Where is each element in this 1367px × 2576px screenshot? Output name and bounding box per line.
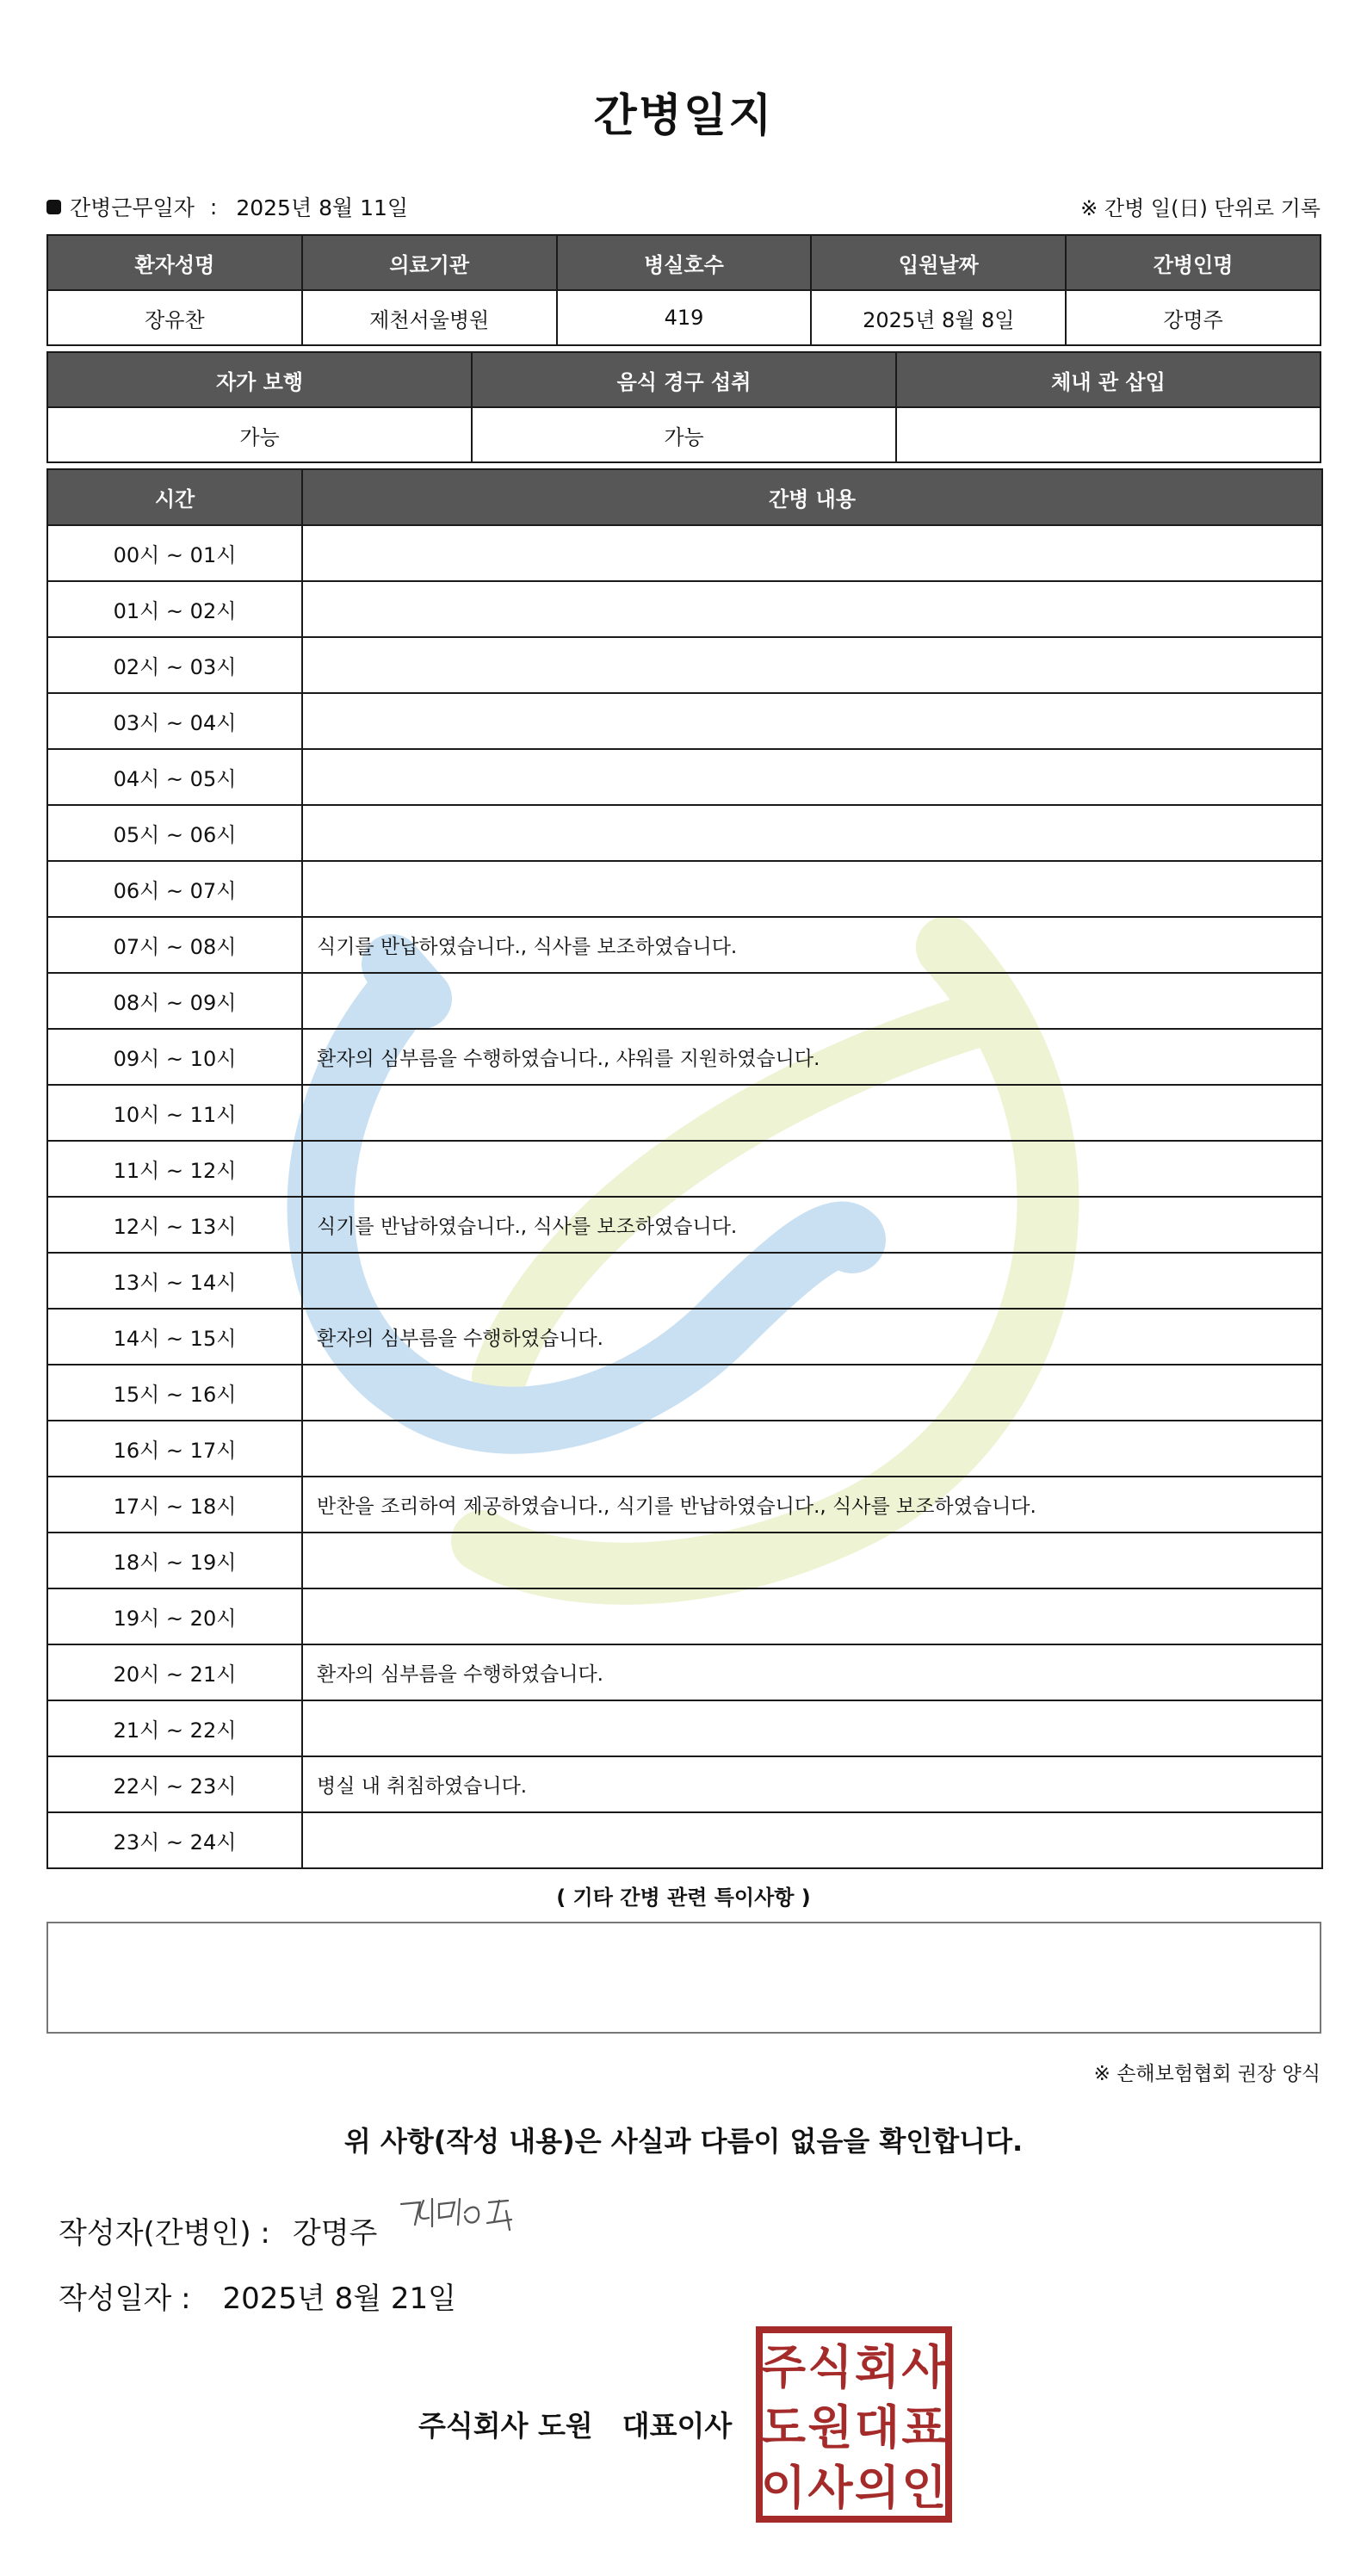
patient-header-row	[47, 235, 1321, 290]
page-title: 간병일지	[593, 90, 774, 142]
time-slot: 16시 ~ 17시	[47, 1421, 302, 1477]
header-tube-insertion: 체내 관 삽입	[896, 352, 1321, 407]
care-content	[302, 1253, 1322, 1309]
time-slot: 07시 ~ 08시	[47, 917, 302, 973]
header-admission-date: 입원날짜	[811, 235, 1066, 290]
table-row	[47, 749, 1322, 805]
company-line	[418, 2404, 732, 2444]
table-row	[47, 1309, 1322, 1365]
header-self-walking: 자가 보행	[47, 352, 472, 407]
handwritten-signature	[394, 2187, 523, 2247]
writer-label: 작성자(간병인) :	[59, 2216, 270, 2251]
time-slot: 17시 ~ 18시	[47, 1477, 302, 1533]
care-content: 환자의 심부름을 수행하였습니다.	[302, 1644, 1322, 1700]
company-ceo-title: 대표이사	[622, 2409, 733, 2443]
care-content: 식기를 반납하였습니다., 식사를 보조하였습니다.	[302, 917, 1322, 973]
time-slot: 12시 ~ 13시	[47, 1197, 302, 1253]
time-slot: 08시 ~ 09시	[47, 973, 302, 1029]
time-slot: 14시 ~ 15시	[47, 1309, 302, 1365]
tube-insertion-value	[896, 407, 1321, 462]
seal-glyph: 대	[854, 2400, 900, 2455]
seal-glyph: 인	[901, 2461, 947, 2515]
table-row	[47, 1197, 1322, 1253]
care-content	[302, 1588, 1322, 1644]
company-seal	[754, 2325, 954, 2524]
seal-glyph: 이	[760, 2461, 807, 2515]
table-row	[47, 1533, 1322, 1588]
seal-glyph: 주	[760, 2340, 807, 2394]
time-slot: 05시 ~ 06시	[47, 805, 302, 861]
seal-glyph: 표	[901, 2400, 947, 2455]
time-slot: 18시 ~ 19시	[47, 1533, 302, 1588]
header-care-content: 간병 내용	[302, 469, 1322, 525]
table-row	[47, 1085, 1322, 1141]
seal-glyph: 회	[854, 2340, 900, 2394]
table-row	[47, 637, 1322, 693]
time-slot: 01시 ~ 02시	[47, 581, 302, 637]
company-name: 주식회사 도원	[418, 2409, 593, 2443]
write-date-label: 작성일자 :	[59, 2282, 191, 2316]
header-time: 시간	[47, 469, 302, 525]
patient-value-row	[47, 290, 1321, 345]
status-header-row	[47, 352, 1321, 407]
care-content	[302, 861, 1322, 917]
table-row	[47, 1141, 1322, 1197]
oral-intake-value: 가능	[472, 407, 896, 462]
table-row	[47, 1421, 1322, 1477]
table-row	[47, 917, 1322, 973]
time-slot: 23시 ~ 24시	[47, 1812, 302, 1868]
care-content	[302, 1812, 1322, 1868]
special-notes-box	[46, 1922, 1321, 2034]
time-slot: 03시 ~ 04시	[47, 693, 302, 749]
confirmation-statement: 위 사항(작성 내용)은 사실과 다름이 없음을 확인합니다.	[343, 2125, 1024, 2158]
time-slot: 13시 ~ 14시	[47, 1253, 302, 1309]
care-content	[302, 1533, 1322, 1588]
seal-glyph: 도	[760, 2400, 807, 2455]
table-row	[47, 1477, 1322, 1533]
table-row	[47, 1253, 1322, 1309]
care-content	[302, 805, 1322, 861]
time-slot: 21시 ~ 22시	[47, 1700, 302, 1756]
seal-glyph: 사	[807, 2461, 853, 2515]
care-content	[302, 749, 1322, 805]
time-slot: 11시 ~ 12시	[47, 1141, 302, 1197]
writer-name: 강명주	[292, 2216, 378, 2251]
care-content	[302, 693, 1322, 749]
care-content	[302, 1365, 1322, 1421]
patient-info-table	[46, 234, 1321, 346]
care-content	[302, 1141, 1322, 1197]
time-slot: 04시 ~ 05시	[47, 749, 302, 805]
unit-note: ※ 간병 일(日) 단위로 기록	[1080, 196, 1321, 220]
time-slot: 09시 ~ 10시	[47, 1029, 302, 1085]
hospital-name: 제천서울병원	[302, 290, 557, 345]
table-row	[47, 581, 1322, 637]
care-header-row	[47, 469, 1322, 525]
time-slot: 00시 ~ 01시	[47, 525, 302, 581]
table-row	[47, 1365, 1322, 1421]
time-slot: 15시 ~ 16시	[47, 1365, 302, 1421]
table-row	[47, 1029, 1322, 1085]
status-value-row	[47, 407, 1321, 462]
work-date-colon: :	[209, 194, 218, 220]
seal-glyph: 의	[854, 2461, 900, 2515]
header-caregiver-name: 간병인명	[1066, 235, 1321, 290]
header-patient-name: 환자성명	[47, 235, 302, 290]
care-content	[302, 637, 1322, 693]
admission-date: 2025년 8월 8일	[811, 290, 1066, 345]
care-content	[302, 525, 1322, 581]
table-row	[47, 805, 1322, 861]
time-slot: 10시 ~ 11시	[47, 1085, 302, 1141]
table-row	[47, 1644, 1322, 1700]
work-date-label: 간병근무일자	[70, 195, 195, 220]
header-oral-intake: 음식 경구 섭취	[472, 352, 896, 407]
care-rows	[47, 525, 1322, 1868]
writer-line	[59, 2209, 377, 2251]
room-number: 419	[557, 290, 812, 345]
time-slot: 20시 ~ 21시	[47, 1644, 302, 1700]
write-date-value: 2025년 8월 21일	[222, 2282, 457, 2316]
table-row	[47, 1588, 1322, 1644]
patient-status-table	[46, 351, 1321, 463]
care-content	[302, 973, 1322, 1029]
care-content	[302, 581, 1322, 637]
patient-name: 장유찬	[47, 290, 302, 345]
self-walking-value: 가능	[47, 407, 472, 462]
table-row	[47, 525, 1322, 581]
square-bullet-icon	[46, 200, 61, 214]
table-row	[47, 973, 1322, 1029]
care-content: 병실 내 취침하였습니다.	[302, 1756, 1322, 1812]
table-row	[47, 1812, 1322, 1868]
care-content: 환자의 심부름을 수행하였습니다.	[302, 1309, 1322, 1365]
caregiver-name: 강명주	[1066, 290, 1321, 345]
seal-glyph: 식	[807, 2340, 853, 2394]
care-content	[302, 1700, 1322, 1756]
care-content: 환자의 심부름을 수행하였습니다., 샤워를 지원하였습니다.	[302, 1029, 1322, 1085]
work-date	[46, 191, 408, 222]
table-row	[47, 1756, 1322, 1812]
table-row	[47, 693, 1322, 749]
time-slot: 02시 ~ 03시	[47, 637, 302, 693]
time-slot: 22시 ~ 23시	[47, 1756, 302, 1812]
header-room-number: 병실호수	[557, 235, 812, 290]
form-note: ※ 손해보험협회 권장 양식	[1093, 2063, 1321, 2085]
seal-glyph: 사	[901, 2340, 947, 2394]
table-row	[47, 1700, 1322, 1756]
care-log-table	[46, 468, 1323, 1869]
time-slot: 19시 ~ 20시	[47, 1588, 302, 1644]
care-content	[302, 1421, 1322, 1477]
header-hospital: 의료기관	[302, 235, 557, 290]
write-date-line	[59, 2275, 456, 2317]
seal-glyph: 원	[807, 2400, 853, 2455]
table-row	[47, 861, 1322, 917]
care-content: 반찬을 조리하여 제공하였습니다., 식기를 반납하였습니다., 식사를 보조하였습니다.	[302, 1477, 1322, 1533]
special-notes-heading: ( 기타 간병 관련 특이사항 )	[556, 1886, 811, 1910]
work-date-value: 2025년 8월 11일	[236, 195, 409, 220]
time-slot: 06시 ~ 07시	[47, 861, 302, 917]
care-content: 식기를 반납하였습니다., 식사를 보조하였습니다.	[302, 1197, 1322, 1253]
care-content	[302, 1085, 1322, 1141]
